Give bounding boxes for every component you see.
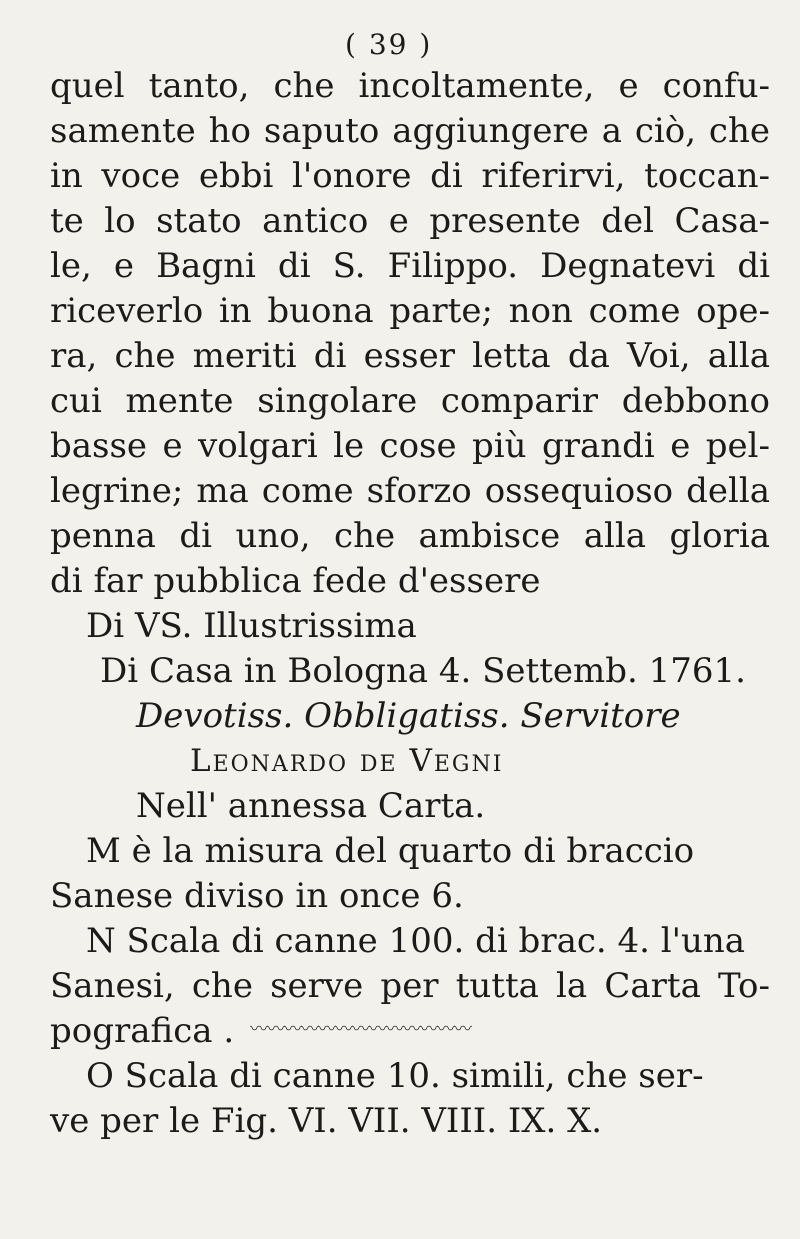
note-line: N Scala di canne 100. di brac. 4. l'una: [86, 921, 746, 961]
text-line: cui mente singolare comparir debbono: [50, 381, 770, 421]
ornament-rule: 〰〰〰〰〰〰〰〰〰〰〰〰〰: [250, 1019, 471, 1040]
note-heading: Nell' annessa Carta.: [136, 786, 486, 826]
note-line: ve per le Fig. VI. VII. VIII. IX. X.: [50, 1101, 603, 1141]
place-date: Di Casa in Bologna 4. Settemb. 1761.: [100, 651, 746, 691]
text-line: le, e Bagni di S. Filippo. Degnatevi di: [50, 246, 770, 286]
letter-text: [50, 64, 770, 1144]
text-line: quel tanto, che incoltamente, e confu-: [50, 66, 770, 106]
note-line: O Scala di canne 10. simili, che ser-: [86, 1056, 704, 1096]
text-line: ra, che meriti di esser letta da Voi, alla: [50, 336, 770, 376]
note-line: Sanese diviso in once 6.: [50, 876, 464, 916]
signoff: Devotiss. Obbligatiss. Servitore: [136, 696, 681, 736]
text-line: te lo stato antico e presente del Casa-: [50, 201, 770, 241]
note-line: pografica .: [50, 1011, 235, 1051]
note-line: Sanesi, che serve per tutta la Carta To-: [50, 966, 770, 1006]
salutation: Di VS. Illustrissima: [86, 606, 417, 646]
page-number: ( 39 ): [345, 28, 433, 61]
signature: Leonardo de Vegni: [190, 743, 504, 779]
text-line: legrine; ma come sforzo ossequioso della: [50, 471, 770, 511]
note-line: M è la misura del quarto di braccio: [86, 831, 695, 871]
text-line: in voce ebbi l'onore di riferirvi, toccan-: [50, 156, 770, 196]
text-line: penna di uno, che ambisce alla gloria: [50, 516, 770, 556]
text-line: basse e volgari le cose più grandi e pel-: [50, 426, 770, 466]
text-line: di far pubblica fede d'essere: [50, 561, 541, 601]
text-line: riceverlo in buona parte; non come ope-: [50, 291, 770, 331]
text-line: samente ho saputo aggiungere a ciò, che: [50, 111, 770, 151]
